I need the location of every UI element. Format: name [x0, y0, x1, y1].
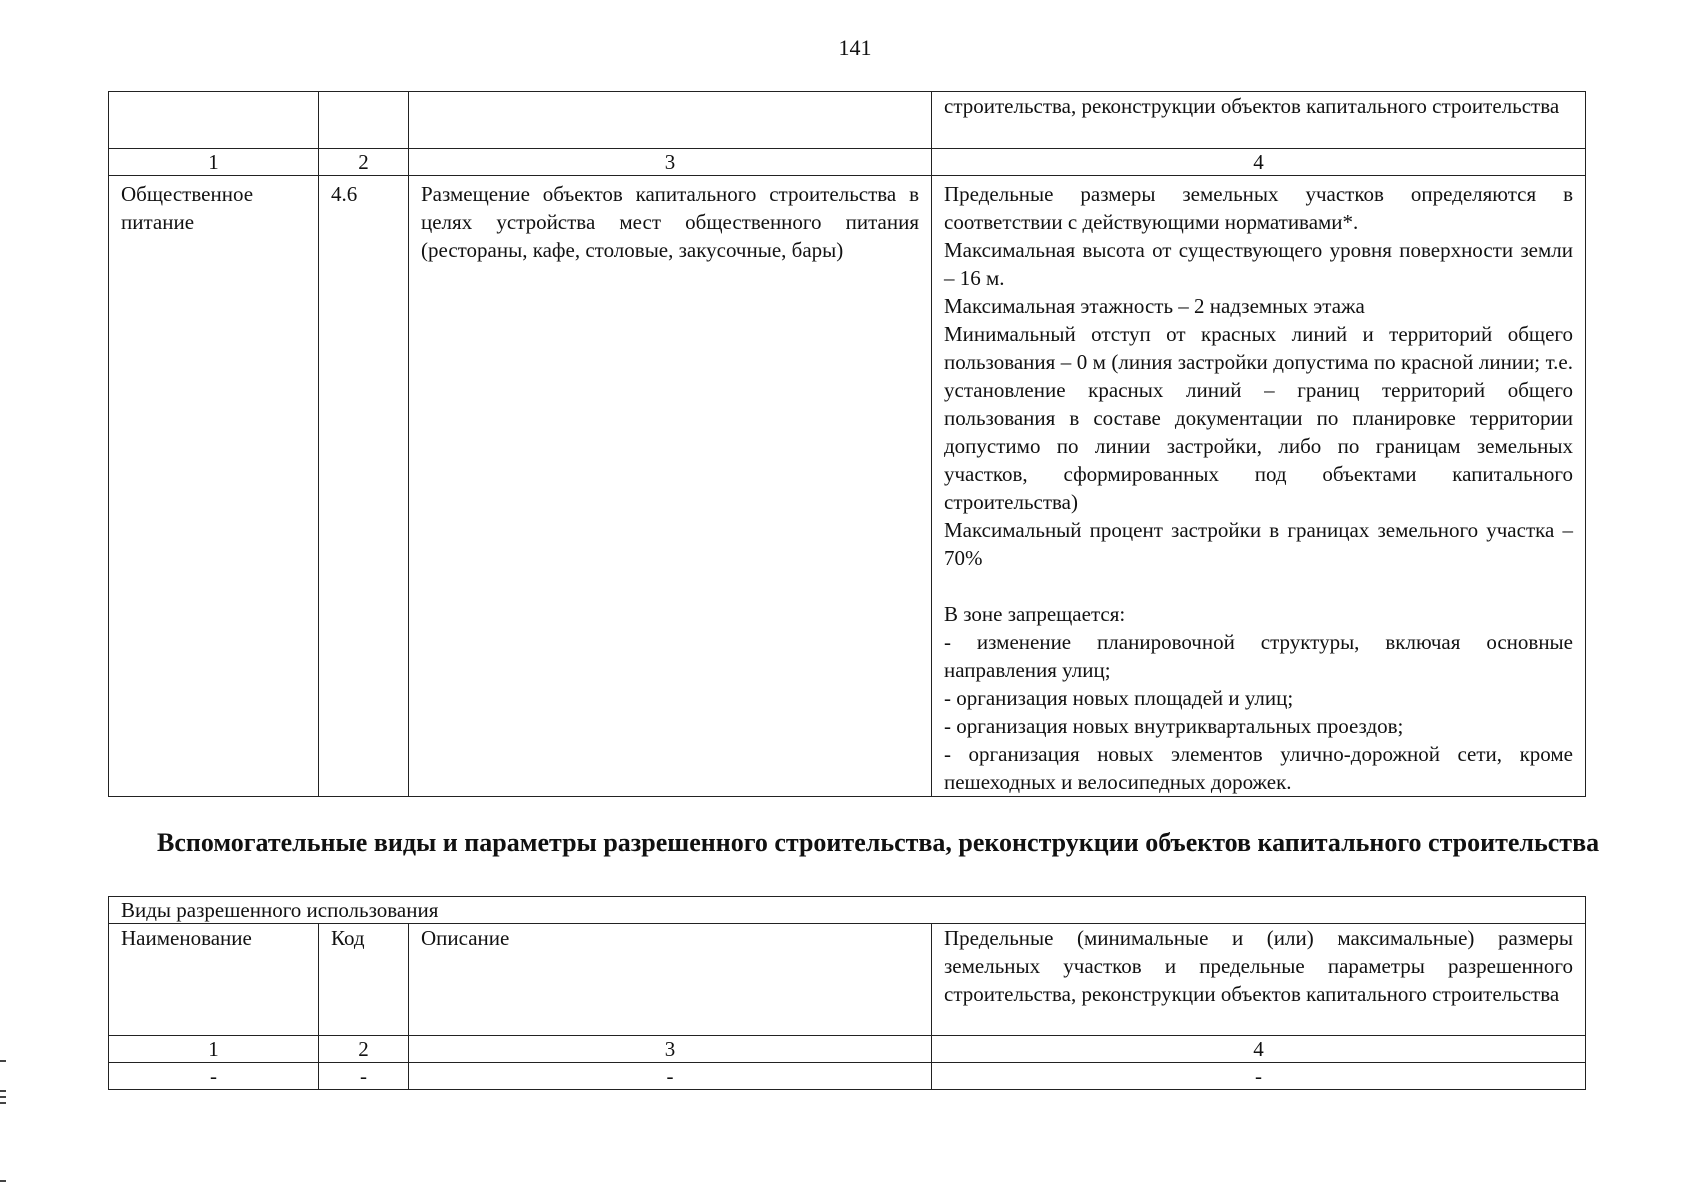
use-code-text: 4.6 [331, 182, 358, 206]
spacer [944, 572, 1573, 600]
restriction-item: - изменение планировочной структуры, включая основные направления улиц; [944, 630, 1573, 682]
empty-cell: - [932, 1063, 1586, 1090]
column-header-row [109, 924, 1586, 1036]
table-row [109, 1063, 1586, 1090]
scan-edge-mark [0, 1102, 6, 1104]
use-code [319, 176, 409, 797]
use-parameters [932, 176, 1586, 797]
column-header-description: Описание [409, 924, 932, 1036]
scan-edge-mark [0, 1060, 6, 1062]
table-row [109, 176, 1586, 797]
column-number: 2 [319, 149, 409, 176]
page-number: 141 [838, 35, 872, 60]
restriction-item: - организация новых элементов улично-дорожной сети, кроме пешеходных и велосипедных дорожек. [944, 742, 1573, 794]
parameter-item: Минимальный отступ от красных линий и территорий общего пользования – 0 м (линия застройки допустима по красной линии; т.е. установление красных линий – границ территорий общего пользования в составе документации по планировке территории допустимо по линии застройки, либо по границам земельных участков, сформированных под объектами капитального строительства) [944, 322, 1573, 514]
column-number: 2 [319, 1036, 409, 1063]
column-number: 3 [409, 1036, 932, 1063]
scan-edge-mark [0, 1096, 6, 1098]
use-name [109, 176, 319, 797]
column-number-row [109, 1036, 1586, 1063]
parameter-item: Максимальный процент застройки в границах земельного участка – 70% [944, 518, 1573, 570]
continued-header-row [109, 92, 1586, 149]
empty-cell: - [409, 1063, 932, 1090]
main-uses-table [108, 91, 1586, 797]
use-description-text: Размещение объектов капитального строительства в целях устройства мест общественного питания (рестораны, кафе, столовые, закусочные, бары) [421, 182, 919, 262]
column-number: 4 [932, 149, 1586, 176]
header-cell-text: строительства, реконструкции объектов капитального строительства [944, 94, 1560, 118]
empty-cell: - [109, 1063, 319, 1090]
header-cell-2 [319, 92, 409, 149]
section-heading: Вспомогательные виды и параметры разрешенного строительства, реконструкции объектов капитального строительства [157, 828, 1600, 857]
restriction-item: - организация новых площадей и улиц; [944, 686, 1294, 710]
column-header-parameters: Предельные (минимальные и (или) максимальные) размеры земельных участков и предельные параметры разрешенного строительства, реконструкции объектов капитального строительства [932, 924, 1586, 1036]
scan-edge-mark [0, 1090, 6, 1092]
group-header: Виды разрешенного использования [109, 897, 1586, 924]
parameter-item: Максимальная этажность – 2 надземных этажа [944, 294, 1365, 318]
parameter-item: Предельные размеры земельных участков определяются в соответствии с действующими нормативами*. [944, 182, 1573, 234]
column-number: 3 [409, 149, 932, 176]
parameter-item: Максимальная высота от существующего уровня поверхности земли – 16 м. [944, 238, 1573, 290]
use-name-text: Общественное питание [121, 182, 254, 234]
auxiliary-uses-table [108, 896, 1586, 1090]
column-header-code: Код [319, 924, 409, 1036]
restrictions-title: В зоне запрещается: [944, 602, 1126, 626]
empty-cell: - [319, 1063, 409, 1090]
group-header-row [109, 897, 1586, 924]
scan-edge-mark [0, 1180, 6, 1182]
column-number-row [109, 149, 1586, 176]
header-cell-4 [932, 92, 1586, 149]
column-number: 4 [932, 1036, 1586, 1063]
column-number: 1 [109, 1036, 319, 1063]
use-description [409, 176, 932, 797]
column-header-name: Наименование [109, 924, 319, 1036]
column-number: 1 [109, 149, 319, 176]
restriction-item: - организация новых внутриквартальных проездов; [944, 714, 1404, 738]
header-cell-3 [409, 92, 932, 149]
header-cell-1 [109, 92, 319, 149]
